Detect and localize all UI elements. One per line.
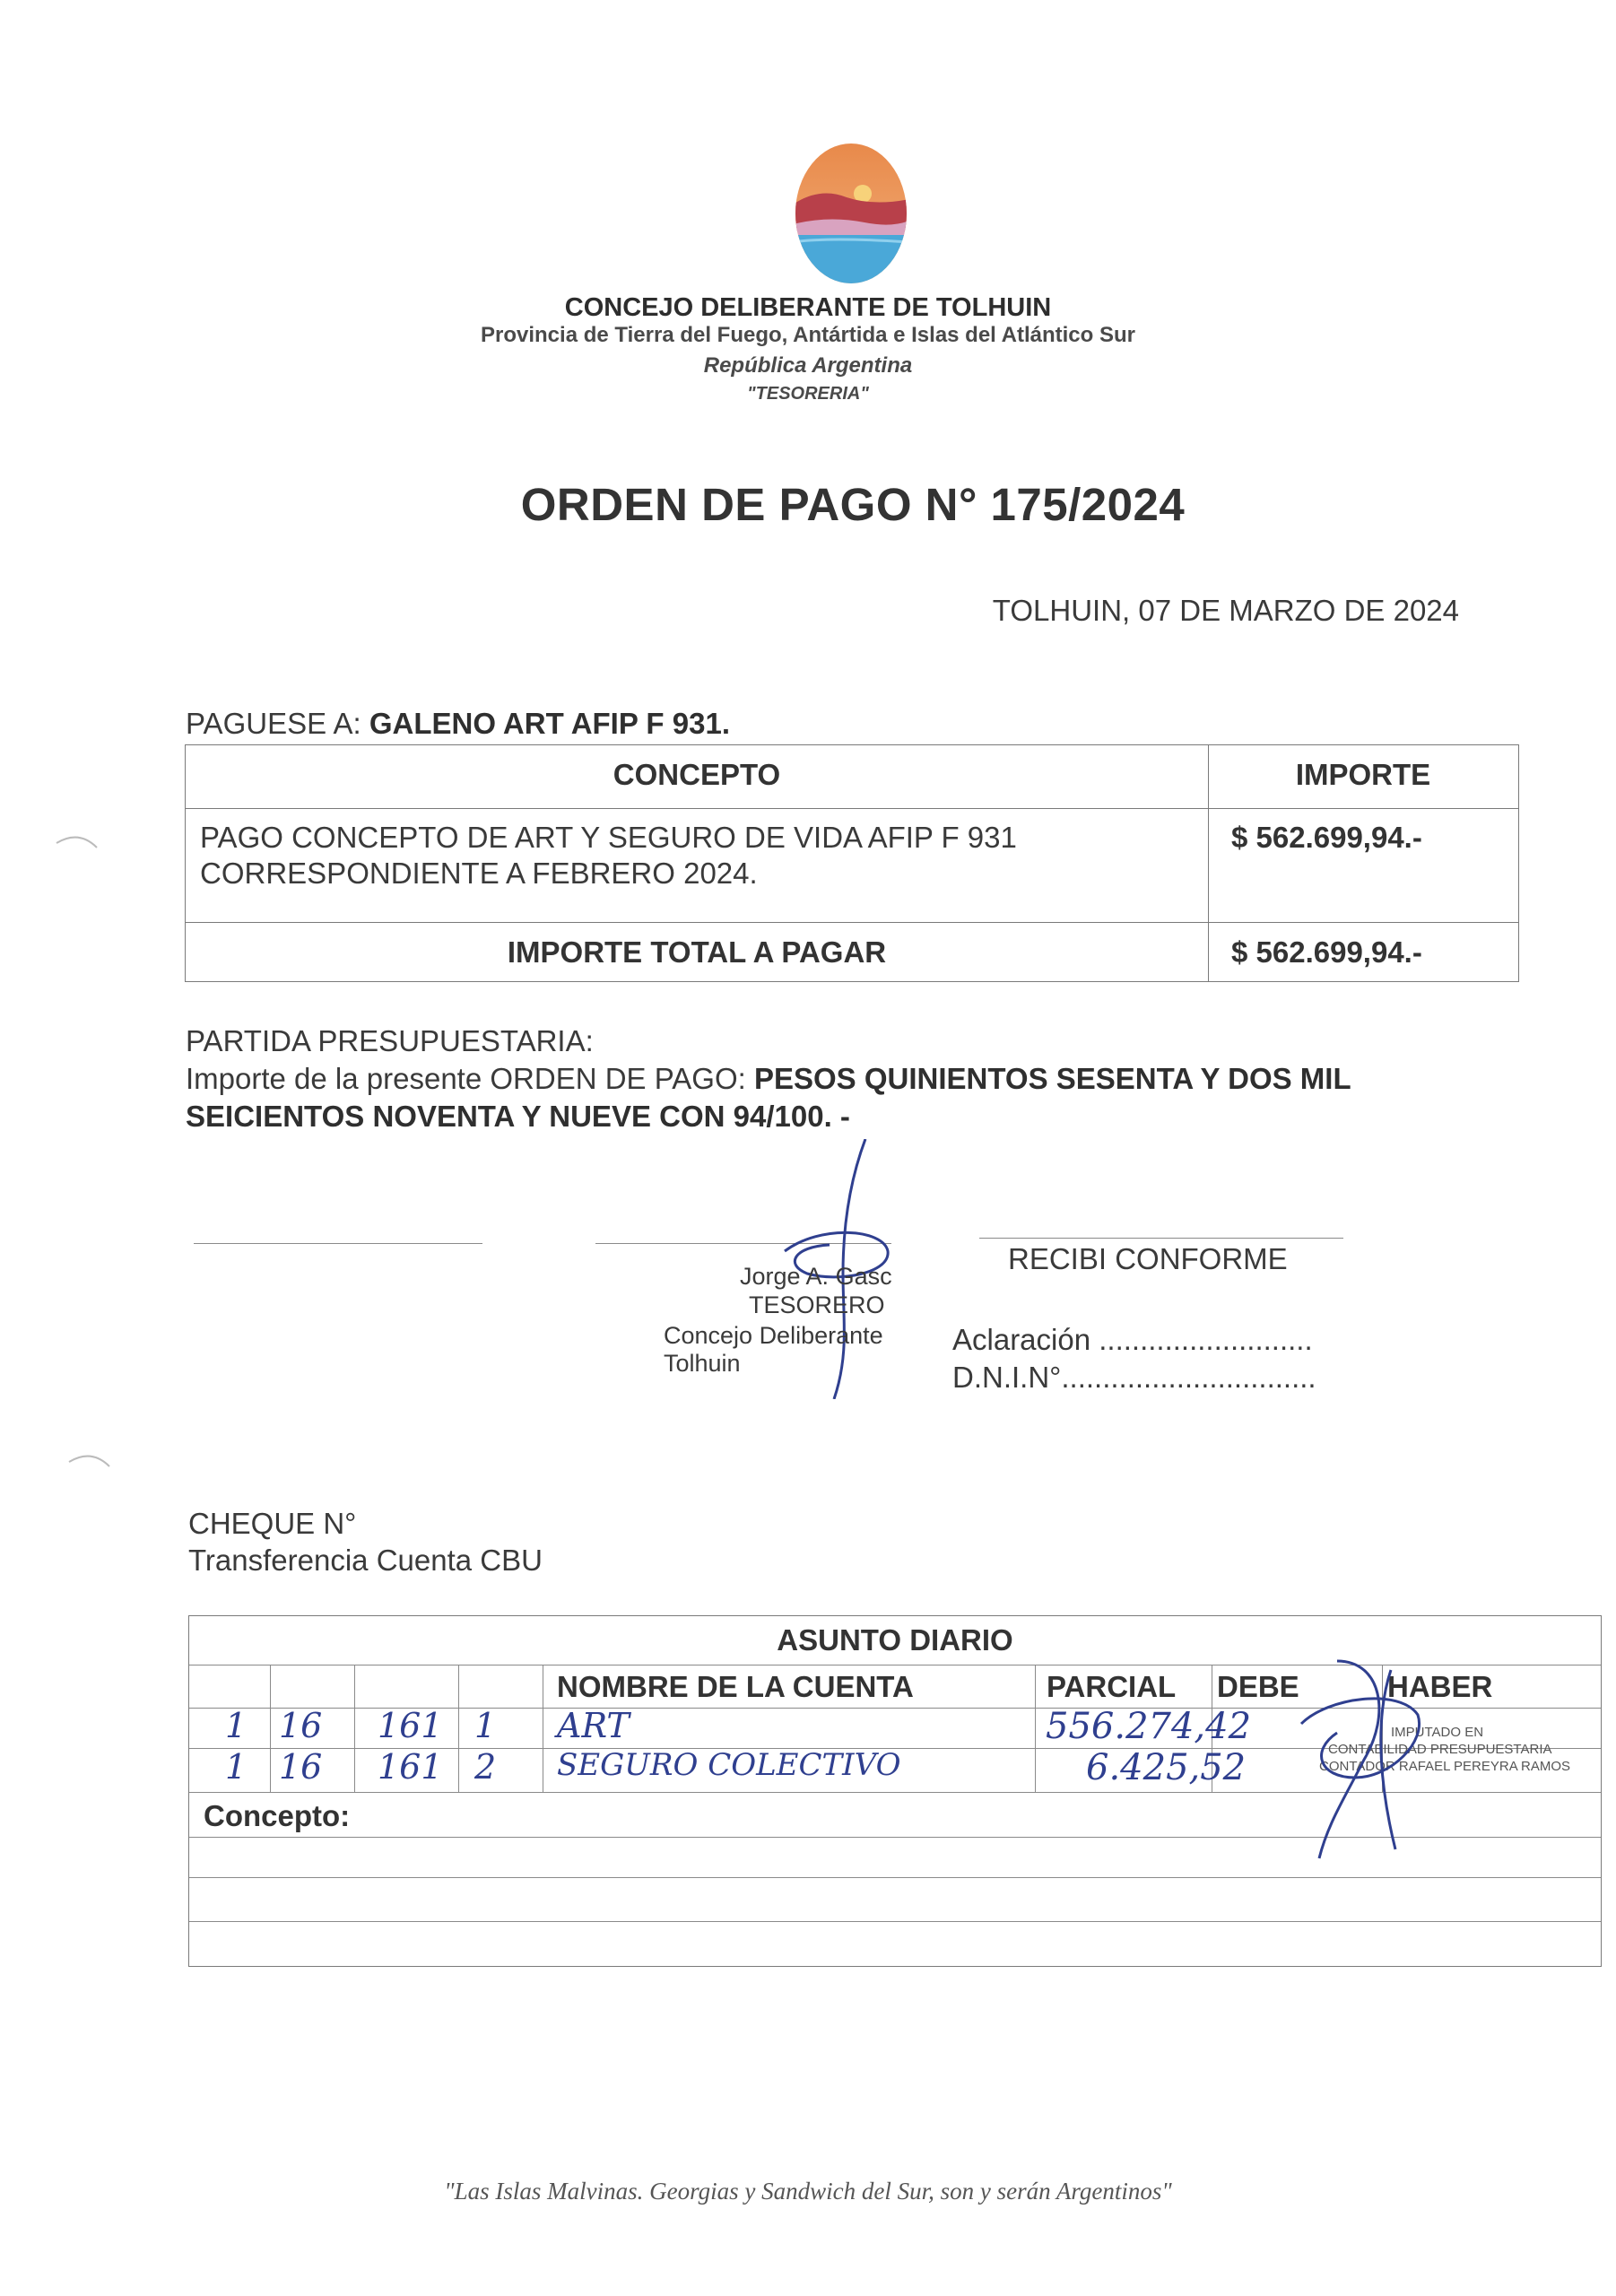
department-name: "TESORERIA" bbox=[747, 384, 869, 404]
account-name-header: NOMBRE DE LA CUENTA bbox=[557, 1670, 914, 1703]
total-amount: $ 562.699,94.- bbox=[1231, 935, 1422, 969]
stamp-org: Concejo Deliberante Tolhuin bbox=[664, 1322, 883, 1377]
amount-in-words bbox=[186, 1060, 1513, 1135]
accountant-signature bbox=[1265, 1643, 1445, 1867]
budget-line-label: PARTIDA PRESUPUESTARIA: bbox=[186, 1024, 594, 1057]
concept-header: CONCEPTO bbox=[613, 758, 781, 791]
imputation-stamp-line-1: IMPUTADO EN bbox=[1391, 1725, 1484, 1740]
concept-line-1: PAGO CONCEPTO DE ART Y SEGURO DE VIDA AFIP F 931 bbox=[200, 821, 1017, 854]
ledger-row-1-parcial: 556.274,42 bbox=[1046, 1706, 1252, 1747]
stamp-name: Jorge A. Gasc bbox=[740, 1263, 892, 1290]
ledger-row-2-parcial: 6.425,52 bbox=[1086, 1747, 1247, 1788]
signature-line-left bbox=[194, 1243, 482, 1244]
ledger-row-2-c2: 16 bbox=[279, 1747, 323, 1787]
council-logo bbox=[793, 142, 909, 285]
ledger-row-1-c2: 16 bbox=[279, 1706, 323, 1745]
row-amount: $ 562.699,94.- bbox=[1231, 821, 1422, 854]
ledger-row-2-c1: 1 bbox=[225, 1747, 248, 1787]
punch-hole-mark bbox=[52, 825, 106, 861]
amount-prefix: Importe de la presente ORDEN DE PAGO: bbox=[186, 1062, 746, 1095]
cheque-label: CHEQUE N° bbox=[188, 1507, 357, 1540]
dni-field: D.N.I.N°............................... bbox=[952, 1361, 1316, 1394]
institution-name: CONCEJO DELIBERANTE DE TOLHUIN bbox=[564, 293, 1052, 322]
concept-line-2: CORRESPONDIENTE A FEBRERO 2024. bbox=[200, 857, 758, 890]
ledger-concept-label: Concepto: bbox=[204, 1799, 351, 1832]
country-name: República Argentina bbox=[703, 353, 913, 378]
ledger-row-1-c1: 1 bbox=[225, 1706, 248, 1745]
ledger-row-1-c4: 1 bbox=[474, 1706, 497, 1745]
haber-header: HABER bbox=[1387, 1670, 1493, 1703]
imputation-stamp-line-3: CONTADOR RAFAEL PEREYRA RAMOS bbox=[1319, 1759, 1571, 1774]
stamp-role: TESORERO bbox=[749, 1292, 885, 1318]
imputation-stamp-line-2: CONTABILIDAD PRESUPUESTARIA bbox=[1328, 1742, 1552, 1757]
province-name: Provincia de Tierra del Fuego, Antártida e Islas del Atlántico Sur bbox=[481, 323, 1135, 347]
payment-table bbox=[185, 744, 1519, 982]
ledger-row-2-account: SEGURO COLECTIVO bbox=[557, 1747, 901, 1783]
amount-header: IMPORTE bbox=[1295, 758, 1431, 791]
amount-words: PESOS QUINIENTOS SESENTA Y DOS MIL SEICIENTOS NOVENTA Y NUEVE CON 94/100. - bbox=[186, 1062, 1351, 1133]
debe-header: DEBE bbox=[1217, 1670, 1299, 1703]
ledger-row-1-c3: 161 bbox=[378, 1706, 443, 1745]
signature-line-right bbox=[979, 1238, 1343, 1239]
receipt-label: RECIBI CONFORME bbox=[1008, 1242, 1288, 1275]
place-date: TOLHUIN, 07 DE MARZO DE 2024 bbox=[992, 594, 1459, 627]
aclaracion-field: Aclaración .......................... bbox=[952, 1323, 1313, 1356]
parcial-header: PARCIAL bbox=[1047, 1670, 1177, 1703]
payee-label: PAGUESE A: bbox=[186, 707, 361, 740]
ledger-row-1-account: ART bbox=[557, 1706, 630, 1745]
payee-line bbox=[186, 707, 730, 741]
total-label: IMPORTE TOTAL A PAGAR bbox=[507, 935, 887, 969]
document-title: ORDEN DE PAGO N° 175/2024 bbox=[520, 479, 1186, 530]
punch-hole-mark bbox=[65, 1444, 118, 1480]
ledger-table bbox=[188, 1615, 1602, 1967]
ledger-title: ASUNTO DIARIO bbox=[777, 1623, 1013, 1657]
ledger-row-2-c4: 2 bbox=[474, 1747, 497, 1787]
footer-motto: "Las Islas Malvinas. Georgias y Sandwich del Sur, son y serán Argentinos" bbox=[444, 2178, 1172, 2205]
ledger-row-2-c3: 161 bbox=[378, 1747, 443, 1787]
payee-name: GALENO ART AFIP F 931. bbox=[369, 707, 730, 740]
treasurer-stamp bbox=[659, 1139, 955, 1399]
transfer-label: Transferencia Cuenta CBU bbox=[188, 1544, 543, 1577]
